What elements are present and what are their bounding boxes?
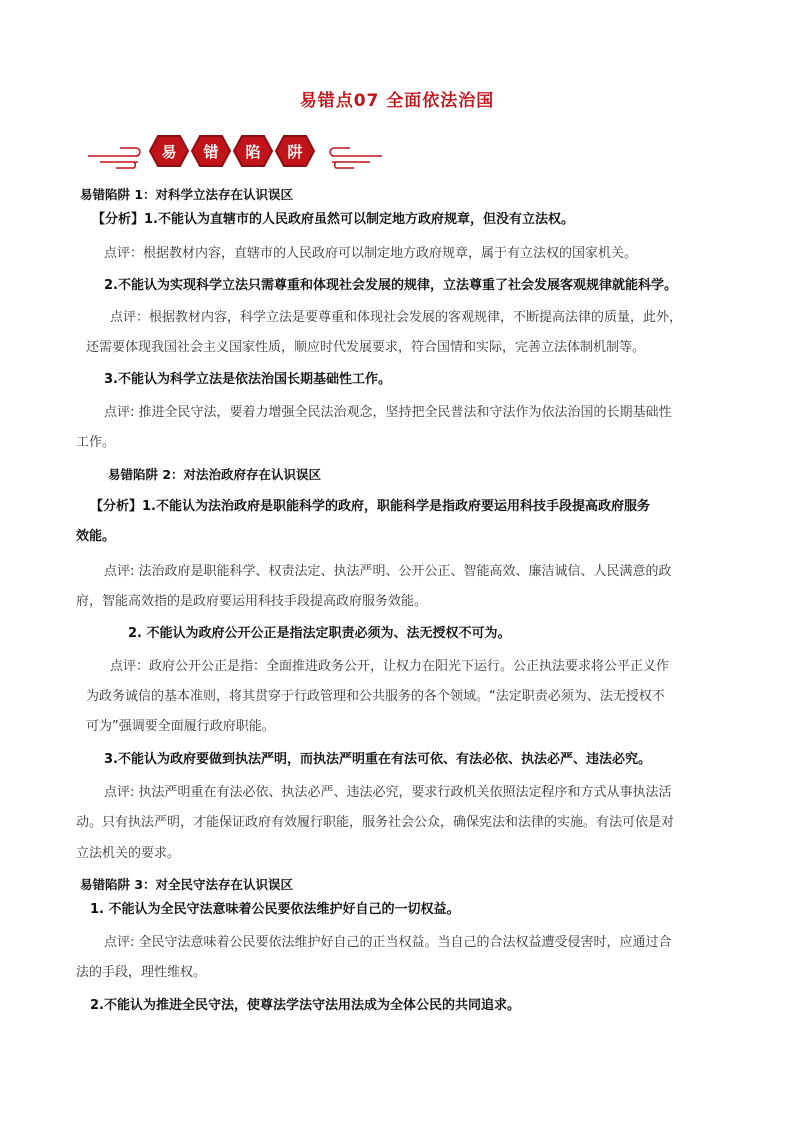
badge-char-4: 阱 [287,143,303,161]
section3-comment-1-line1: 点评: 全民守法意味着公民要依法维护好自己的正当权益。当自己的合法权益遭受侵害时，应通过合 [104,935,672,950]
section2-comment-2-line3: 可为”强调要全面履行政府职能。 [86,719,275,734]
section1-heading: 易错陷阱 1：对科学立法存在认识误区 [80,187,294,202]
section2-comment-2-line1: 点评：政府公开公正是指：全面推进政务公开，让权力在阳光下运行。公正执法要求将公平正义作 [110,659,670,674]
section1-analysis-3: 3.不能认为科学立法是依法治国长期基础性工作。 [104,372,391,387]
section3-heading: 易错陷阱 3：对全民守法存在认识误区 [80,877,294,892]
section1-analysis-1: 【分析】1.不能认为直辖市的人民政府虽然可以制定地方政府规章，但没有立法权。 [92,212,574,227]
section2-analysis-1-line1: 【分析】1.不能认为法治政府是职能科学的政府，职能科学是指政府要运用科技手段提高政府服务 [90,499,650,514]
section2-comment-3-line1: 点评: 执法严明重在有法必依、执法必严、违法必究，要求行政机关依照法定程序和方式从事执法活 [104,785,672,800]
section3-comment-1-line2: 法的手段，理性维权。 [76,965,207,980]
error-trap-banner [80,126,390,176]
left-ornament-icon [88,148,140,168]
badge-char-2: 错 [203,143,219,161]
right-ornament-icon [330,148,382,168]
banner-badges [150,136,314,166]
section1-comment-3-line1: 点评: 推进全民守法，要着力增强全民法治观念，坚持把全民普法和守法作为依法治国的长期基础性 [104,405,672,420]
page-title: 易错点07 全面依法治国 [299,91,495,111]
badge-char-3: 陷 [245,143,261,161]
section1-analysis-2: 2.不能认为实现科学立法只需尊重和体现社会发展的规律，立法尊重了社会发展客观规律就能科学。 [104,278,677,293]
section2-analysis-1-line2: 效能。 [76,529,116,544]
section2-comment-3-line2: 动。只有执法严明，才能保证政府有效履行职能，服务社会公众，确保宪法和法律的实施。有法可依是对 [76,815,675,830]
section2-comment-1-line2: 府，智能高效指的是政府要运用科技手段提高政府服务效能。 [76,594,428,609]
section3-analysis-1: 1. 不能认为全民守法意味着公民要依法维护好自己的一切权益。 [90,902,460,917]
section1-comment-2-line1: 点评：根据教材内容，科学立法是要尊重和体现社会发展的客观规律，不断提高法律的质量，此外， [110,310,683,325]
section2-comment-3-line3: 立法机关的要求。 [76,846,181,861]
badge-char-1: 易 [161,143,177,161]
section1-comment-2-line2: 还需要体现我国社会主义国家性质，顺应时代发展要求，符合国情和实际，完善立法体制机制等。 [86,340,646,355]
section3-analysis-2: 2.不能认为推进全民守法，使尊法学法守法用法成为全体公民的共同追求。 [90,998,520,1013]
section1-comment-3-line2: 工作。 [76,435,116,450]
section2-heading: 易错陷阱 2：对法治政府存在认识误区 [108,467,322,482]
section2-comment-1-line1: 点评: 法治政府是职能科学、权责法定、执法严明、公开公正、智能高效、廉洁诚信、人民满意的政 [104,564,672,579]
section1-comment-1: 点评：根据教材内容，直辖市的人民政府可以制定地方政府规章，属于有立法权的国家机关。 [104,246,638,261]
section2-comment-2-line2: 为政务诚信的基本准则，将其贯穿于行政管理和公共服务的各个领域。“法定职责必须为、法无授权不 [86,689,665,704]
section2-analysis-2: 2. 不能认为政府公开公正是指法定职责必须为、法无授权不可为。 [128,626,511,641]
section2-analysis-3: 3.不能认为政府要做到执法严明，而执法严明重在有法可依、有法必依、执法必严、违法必究。 [104,752,651,767]
